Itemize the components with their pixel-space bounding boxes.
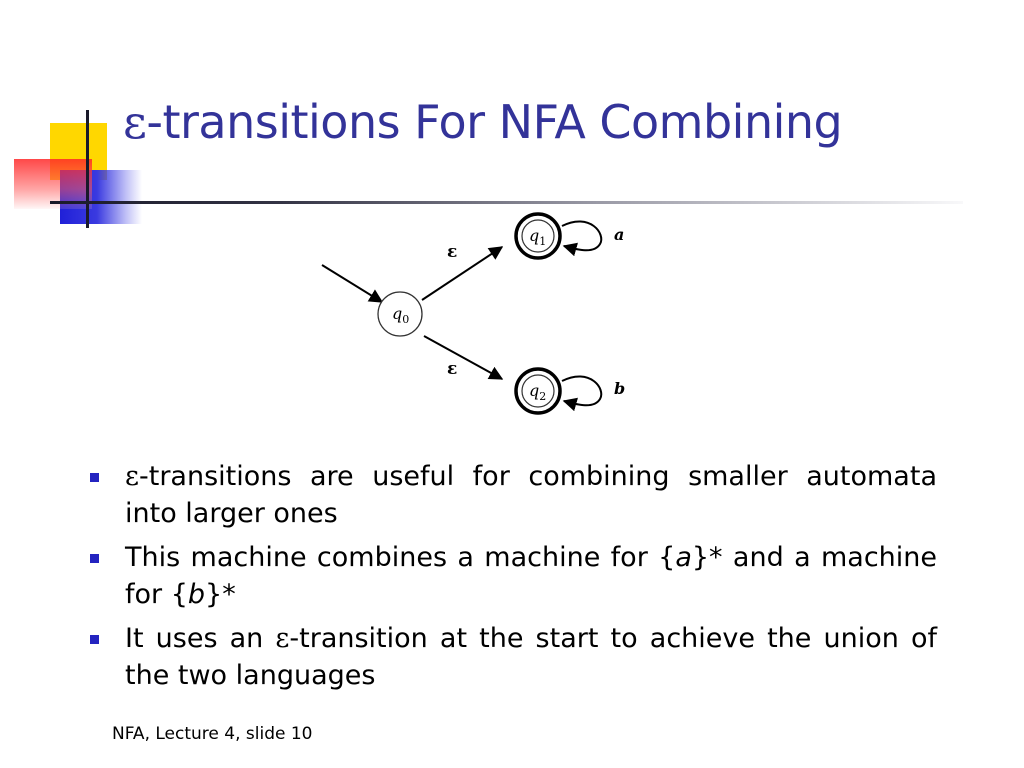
bullet-item [88, 620, 937, 694]
state-q1-label: q [529, 226, 540, 245]
state-q0-label: q [392, 304, 403, 323]
edge-q0-q2 [424, 336, 502, 379]
bullet-icon [90, 473, 99, 482]
state-q1-sub: 1 [539, 235, 547, 248]
symbol-b: b [187, 579, 206, 610]
bullet-text: }* and a machine for { [125, 542, 937, 610]
edge-q0-q2-label: ε [447, 359, 458, 379]
nfa-diagram [300, 206, 660, 426]
bullet-text: }* [205, 579, 236, 610]
state-q0-sub: 0 [402, 313, 410, 326]
epsilon-symbol: ε [125, 461, 139, 492]
state-q2-sub: 2 [539, 390, 547, 403]
state-q1 [516, 214, 560, 258]
decor-vertical-line [86, 110, 89, 228]
loop-q2-label: b [614, 379, 626, 398]
title-underline [50, 201, 963, 204]
title-epsilon: ε [123, 95, 147, 149]
bullet-text: -transitions are useful for combining smaller automata into larger ones [125, 461, 937, 529]
bullet-text: It uses an [125, 623, 276, 654]
bullet-icon [90, 554, 99, 563]
state-q0 [378, 292, 422, 336]
title-text: -transitions For NFA Combining [146, 95, 843, 149]
symbol-a: a [675, 542, 692, 573]
bullet-icon [90, 635, 99, 644]
loop-q1 [562, 221, 601, 250]
edge-q0-q1-label: ε [447, 242, 458, 262]
slide-footer: NFA, Lecture 4, slide 10 [112, 724, 313, 744]
bullet-text: This machine combines a machine for { [125, 542, 676, 573]
bullet-list [88, 458, 937, 701]
start-arrow [322, 265, 382, 302]
bullet-text: -transition at the start to achieve the union of the two languages [125, 623, 937, 691]
loop-q1-label: a [614, 225, 625, 244]
loop-q2 [562, 376, 601, 405]
bullet-item [88, 539, 937, 613]
slide-title [123, 95, 842, 149]
edge-q0-q1 [422, 247, 502, 300]
epsilon-symbol: ε [275, 623, 290, 654]
state-q2 [516, 369, 560, 413]
state-q2-label: q [529, 381, 540, 400]
bullet-item [88, 458, 937, 532]
